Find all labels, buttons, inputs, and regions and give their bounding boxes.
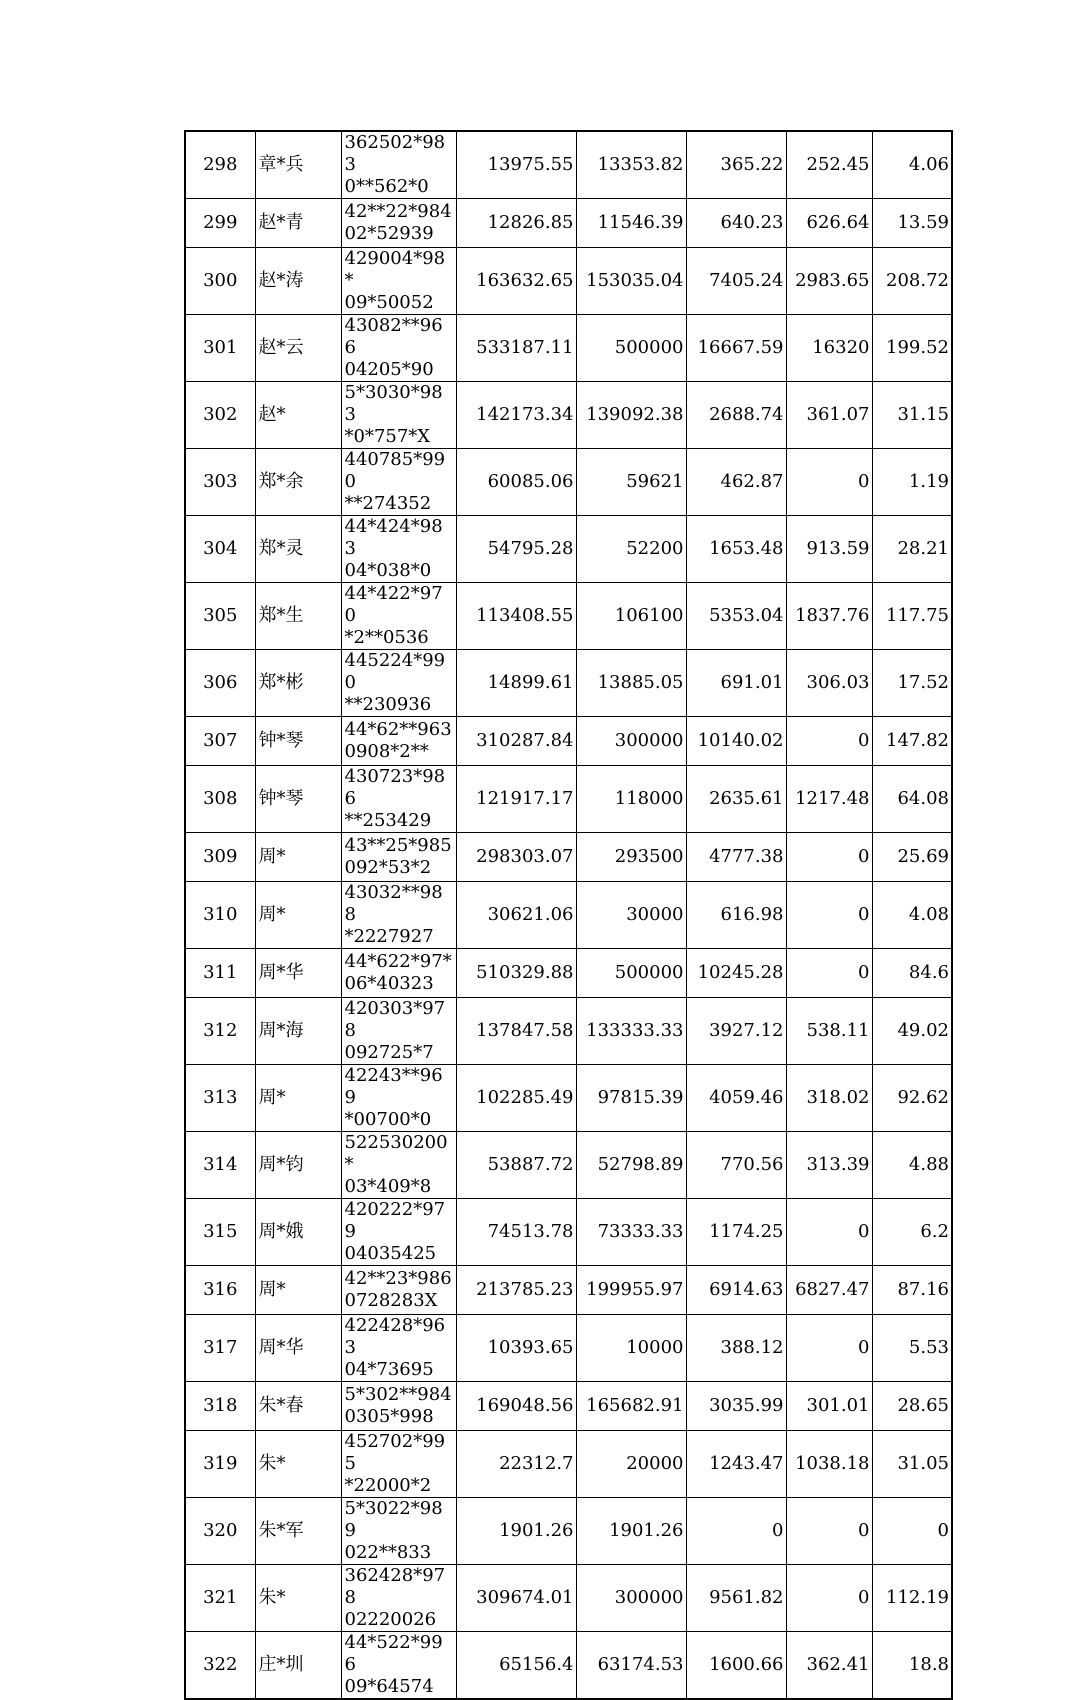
id-number-line-1: 429004*98* [344, 248, 446, 291]
amount-3-cell: 1243.47 [686, 1431, 786, 1498]
id-number-cell [341, 1266, 456, 1315]
id-number-line-1: 42243**969 [344, 1065, 443, 1108]
name-cell: 郑*彬 [255, 650, 341, 717]
id-number-line-1: 44*522*996 [344, 1632, 443, 1675]
id-number-line-1: 42**23*986 [344, 1268, 452, 1289]
id-number-cell [341, 717, 456, 766]
id-number-line-2: 04205*90 [344, 359, 434, 380]
amount-4-cell: 0 [786, 1199, 872, 1266]
id-number-cell [341, 650, 456, 717]
id-number-cell [341, 1065, 456, 1132]
amount-3-cell: 16667.59 [686, 315, 786, 382]
amount-5-cell: 64.08 [872, 766, 952, 833]
id-number-cell [341, 583, 456, 650]
id-number-line-1: 522530200* [344, 1132, 448, 1175]
name-cell: 朱* [255, 1565, 341, 1632]
amount-principal-cell: 73333.33 [576, 1199, 686, 1266]
amount-total-cell: 510329.88 [456, 949, 576, 998]
name-cell: 郑*生 [255, 583, 341, 650]
id-number-line-2: *22000*2 [344, 1475, 432, 1496]
row-number-cell: 313 [185, 1065, 255, 1132]
id-number-line-1: 362502*983 [344, 132, 446, 175]
id-number-line-2: 04*73695 [344, 1359, 434, 1380]
amount-total-cell: 10393.65 [456, 1315, 576, 1382]
name-cell: 赵*涛 [255, 248, 341, 315]
id-number-line-2: *00700*0 [344, 1109, 432, 1130]
table-row [185, 583, 952, 650]
amount-3-cell: 770.56 [686, 1132, 786, 1199]
amount-3-cell: 616.98 [686, 882, 786, 949]
amount-principal-cell: 13353.82 [576, 131, 686, 199]
amount-4-cell: 0 [786, 1498, 872, 1565]
amount-total-cell: 30621.06 [456, 882, 576, 949]
amount-principal-cell: 13885.05 [576, 650, 686, 717]
amount-principal-cell: 52200 [576, 516, 686, 583]
row-number-cell: 308 [185, 766, 255, 833]
id-number-line-2: 092725*7 [344, 1042, 434, 1063]
amount-3-cell: 462.87 [686, 449, 786, 516]
name-cell: 郑*余 [255, 449, 341, 516]
table-row [185, 199, 952, 248]
name-cell: 朱*军 [255, 1498, 341, 1565]
table-row [185, 1199, 952, 1266]
name-cell: 周* [255, 1065, 341, 1132]
amount-4-cell: 0 [786, 717, 872, 766]
table-row [185, 1632, 952, 1700]
amount-principal-cell: 500000 [576, 315, 686, 382]
amount-5-cell: 49.02 [872, 998, 952, 1065]
row-number-cell: 321 [185, 1565, 255, 1632]
id-number-line-2: 0305*998 [344, 1406, 434, 1427]
amount-5-cell: 18.8 [872, 1632, 952, 1700]
id-number-cell [341, 516, 456, 583]
amount-total-cell: 1901.26 [456, 1498, 576, 1565]
amount-4-cell: 0 [786, 882, 872, 949]
id-number-cell [341, 882, 456, 949]
amount-3-cell: 9561.82 [686, 1565, 786, 1632]
amount-4-cell: 1038.18 [786, 1431, 872, 1498]
amount-3-cell: 691.01 [686, 650, 786, 717]
amount-4-cell: 301.01 [786, 1382, 872, 1431]
amount-4-cell: 6827.47 [786, 1266, 872, 1315]
amount-3-cell: 2635.61 [686, 766, 786, 833]
table-row [185, 131, 952, 199]
table-row [185, 1431, 952, 1498]
amount-total-cell: 298303.07 [456, 833, 576, 882]
row-number-cell: 315 [185, 1199, 255, 1266]
amount-total-cell: 137847.58 [456, 998, 576, 1065]
name-cell: 钟*琴 [255, 717, 341, 766]
table-row [185, 949, 952, 998]
row-number-cell: 304 [185, 516, 255, 583]
table-row [185, 1132, 952, 1199]
row-number-cell: 312 [185, 998, 255, 1065]
id-number-line-1: 5*3022*989 [344, 1498, 443, 1541]
amount-4-cell: 0 [786, 833, 872, 882]
id-number-line-1: 44*622*97* [344, 951, 452, 972]
row-number-cell: 317 [185, 1315, 255, 1382]
id-number-cell [341, 382, 456, 449]
amount-principal-cell: 500000 [576, 949, 686, 998]
amount-total-cell: 163632.65 [456, 248, 576, 315]
amount-3-cell: 1653.48 [686, 516, 786, 583]
id-number-cell [341, 131, 456, 199]
row-number-cell: 302 [185, 382, 255, 449]
amount-3-cell: 0 [686, 1498, 786, 1565]
id-number-cell [341, 998, 456, 1065]
id-number-cell [341, 199, 456, 248]
amount-5-cell: 112.19 [872, 1565, 952, 1632]
id-number-line-1: 362428*978 [344, 1565, 446, 1608]
amount-principal-cell: 20000 [576, 1431, 686, 1498]
id-number-line-1: 42**22*984 [344, 201, 452, 222]
amount-5-cell: 25.69 [872, 833, 952, 882]
row-number-cell: 306 [185, 650, 255, 717]
name-cell: 钟*琴 [255, 766, 341, 833]
amount-3-cell: 2688.74 [686, 382, 786, 449]
amount-4-cell: 306.03 [786, 650, 872, 717]
amount-4-cell: 1217.48 [786, 766, 872, 833]
amount-total-cell: 142173.34 [456, 382, 576, 449]
amount-principal-cell: 199955.97 [576, 1266, 686, 1315]
amount-3-cell: 388.12 [686, 1315, 786, 1382]
name-cell: 章*兵 [255, 131, 341, 199]
amount-3-cell: 365.22 [686, 131, 786, 199]
amount-5-cell: 5.53 [872, 1315, 952, 1382]
id-number-line-1: 43032**988 [344, 882, 443, 925]
name-cell: 周*华 [255, 1315, 341, 1382]
amount-principal-cell: 63174.53 [576, 1632, 686, 1700]
amount-5-cell: 31.15 [872, 382, 952, 449]
amount-3-cell: 4059.46 [686, 1065, 786, 1132]
name-cell: 周* [255, 1266, 341, 1315]
id-number-line-1: 452702*995 [344, 1431, 446, 1474]
id-number-line-1: 44*422*970 [344, 583, 443, 626]
amount-5-cell: 84.6 [872, 949, 952, 998]
id-number-line-2: **253429 [344, 810, 432, 831]
row-number-cell: 322 [185, 1632, 255, 1700]
row-number-cell: 310 [185, 882, 255, 949]
amount-total-cell: 22312.7 [456, 1431, 576, 1498]
amount-5-cell: 28.65 [872, 1382, 952, 1431]
amount-total-cell: 121917.17 [456, 766, 576, 833]
amount-5-cell: 28.21 [872, 516, 952, 583]
amount-principal-cell: 293500 [576, 833, 686, 882]
amount-4-cell: 913.59 [786, 516, 872, 583]
amount-5-cell: 92.62 [872, 1065, 952, 1132]
amount-total-cell: 169048.56 [456, 1382, 576, 1431]
name-cell: 周* [255, 882, 341, 949]
amount-total-cell: 533187.11 [456, 315, 576, 382]
amount-3-cell: 7405.24 [686, 248, 786, 315]
amount-5-cell: 117.75 [872, 583, 952, 650]
id-number-line-1: 43**25*985 [344, 835, 452, 856]
id-number-line-1: 44*424*983 [344, 516, 443, 559]
name-cell: 赵* [255, 382, 341, 449]
id-number-cell [341, 315, 456, 382]
amount-3-cell: 6914.63 [686, 1266, 786, 1315]
amount-3-cell: 4777.38 [686, 833, 786, 882]
id-number-cell [341, 248, 456, 315]
amount-principal-cell: 1901.26 [576, 1498, 686, 1565]
table-row [185, 1498, 952, 1565]
id-number-line-1: 422428*963 [344, 1315, 446, 1358]
amount-4-cell: 0 [786, 1315, 872, 1382]
amount-total-cell: 309674.01 [456, 1565, 576, 1632]
row-number-cell: 301 [185, 315, 255, 382]
id-number-line-1: 43082**966 [344, 315, 443, 358]
amount-4-cell: 362.41 [786, 1632, 872, 1700]
id-number-line-2: 03*409*8 [344, 1176, 432, 1197]
amount-5-cell: 31.05 [872, 1431, 952, 1498]
id-number-line-2: 0728283X [344, 1290, 438, 1311]
table-row [185, 1382, 952, 1431]
amount-3-cell: 3035.99 [686, 1382, 786, 1431]
amount-total-cell: 102285.49 [456, 1065, 576, 1132]
amount-total-cell: 13975.55 [456, 131, 576, 199]
amount-4-cell: 538.11 [786, 998, 872, 1065]
amount-4-cell: 0 [786, 449, 872, 516]
amount-3-cell: 640.23 [686, 199, 786, 248]
table-row [185, 382, 952, 449]
id-number-cell [341, 1632, 456, 1700]
id-number-cell [341, 1199, 456, 1266]
amount-total-cell: 310287.84 [456, 717, 576, 766]
id-number-cell [341, 1315, 456, 1382]
table-row [185, 1565, 952, 1632]
id-number-cell [341, 1431, 456, 1498]
id-number-line-2: 092*53*2 [344, 857, 432, 878]
row-number-cell: 300 [185, 248, 255, 315]
name-cell: 周*娥 [255, 1199, 341, 1266]
id-number-cell [341, 449, 456, 516]
amount-5-cell: 6.2 [872, 1199, 952, 1266]
id-number-cell [341, 766, 456, 833]
id-number-line-2: *2**0536 [344, 627, 429, 648]
table-row [185, 449, 952, 516]
amount-3-cell: 1600.66 [686, 1632, 786, 1700]
amount-total-cell: 65156.4 [456, 1632, 576, 1700]
id-number-line-2: 0**562*0 [344, 176, 429, 197]
amount-4-cell: 626.64 [786, 199, 872, 248]
amount-5-cell: 4.06 [872, 131, 952, 199]
id-number-line-2: 022**833 [344, 1542, 432, 1563]
id-number-cell [341, 833, 456, 882]
amount-5-cell: 4.08 [872, 882, 952, 949]
row-number-cell: 320 [185, 1498, 255, 1565]
id-number-line-1: 440785*990 [344, 449, 446, 492]
row-number-cell: 319 [185, 1431, 255, 1498]
id-number-line-2: 04*038*0 [344, 560, 432, 581]
amount-total-cell: 113408.55 [456, 583, 576, 650]
amount-5-cell: 208.72 [872, 248, 952, 315]
amount-5-cell: 13.59 [872, 199, 952, 248]
name-cell: 周*华 [255, 949, 341, 998]
name-cell: 赵*青 [255, 199, 341, 248]
amount-principal-cell: 133333.33 [576, 998, 686, 1065]
amount-3-cell: 10245.28 [686, 949, 786, 998]
amount-5-cell: 17.52 [872, 650, 952, 717]
table-row [185, 766, 952, 833]
amount-total-cell: 53887.72 [456, 1132, 576, 1199]
row-number-cell: 298 [185, 131, 255, 199]
table-row [185, 1065, 952, 1132]
amount-total-cell: 60085.06 [456, 449, 576, 516]
id-number-cell [341, 1565, 456, 1632]
amount-4-cell: 2983.65 [786, 248, 872, 315]
row-number-cell: 303 [185, 449, 255, 516]
table-row [185, 1315, 952, 1382]
amount-total-cell: 12826.85 [456, 199, 576, 248]
name-cell: 周* [255, 833, 341, 882]
amount-4-cell: 313.39 [786, 1132, 872, 1199]
id-number-line-1: 445224*990 [344, 650, 446, 693]
id-number-line-2: *0*757*X [344, 426, 431, 447]
name-cell: 朱*春 [255, 1382, 341, 1431]
id-number-line-1: 44*62**963 [344, 719, 452, 740]
amount-principal-cell: 97815.39 [576, 1065, 686, 1132]
amount-principal-cell: 52798.89 [576, 1132, 686, 1199]
amount-4-cell: 361.07 [786, 382, 872, 449]
row-number-cell: 299 [185, 199, 255, 248]
table-body [185, 131, 952, 1699]
id-number-line-1: 430723*986 [344, 766, 446, 809]
id-number-line-2: **274352 [344, 493, 432, 514]
amount-4-cell: 0 [786, 1565, 872, 1632]
id-number-line-2: 06*40323 [344, 973, 434, 994]
amount-5-cell: 1.19 [872, 449, 952, 516]
id-number-line-1: 5*302**984 [344, 1384, 452, 1405]
row-number-cell: 307 [185, 717, 255, 766]
id-number-line-2: **230936 [344, 694, 432, 715]
amount-principal-cell: 10000 [576, 1315, 686, 1382]
amount-principal-cell: 165682.91 [576, 1382, 686, 1431]
amount-4-cell: 318.02 [786, 1065, 872, 1132]
id-number-line-2: 02*52939 [344, 223, 434, 244]
row-number-cell: 311 [185, 949, 255, 998]
amount-4-cell: 0 [786, 949, 872, 998]
amount-5-cell: 4.88 [872, 1132, 952, 1199]
id-number-cell [341, 1132, 456, 1199]
table-row [185, 248, 952, 315]
amount-total-cell: 213785.23 [456, 1266, 576, 1315]
table-row [185, 833, 952, 882]
id-number-line-1: 420303*978 [344, 998, 446, 1041]
row-number-cell: 305 [185, 583, 255, 650]
row-number-cell: 314 [185, 1132, 255, 1199]
id-number-line-1: 5*3030*983 [344, 382, 443, 425]
table-row [185, 882, 952, 949]
id-number-line-2: 09*50052 [344, 292, 434, 313]
amount-total-cell: 14899.61 [456, 650, 576, 717]
id-number-line-2: 0908*2** [344, 741, 429, 762]
amount-4-cell: 16320 [786, 315, 872, 382]
name-cell: 周*钧 [255, 1132, 341, 1199]
amount-principal-cell: 30000 [576, 882, 686, 949]
id-number-cell [341, 949, 456, 998]
table-row [185, 650, 952, 717]
amount-principal-cell: 59621 [576, 449, 686, 516]
amount-principal-cell: 300000 [576, 717, 686, 766]
id-number-cell [341, 1498, 456, 1565]
table-row [185, 1266, 952, 1315]
id-number-line-1: 420222*979 [344, 1199, 446, 1242]
amount-5-cell: 0 [872, 1498, 952, 1565]
name-cell: 朱* [255, 1431, 341, 1498]
id-number-line-2: *2227927 [344, 926, 434, 947]
table-row [185, 717, 952, 766]
amount-total-cell: 74513.78 [456, 1199, 576, 1266]
name-cell: 周*海 [255, 998, 341, 1065]
amount-3-cell: 5353.04 [686, 583, 786, 650]
name-cell: 郑*灵 [255, 516, 341, 583]
amount-principal-cell: 118000 [576, 766, 686, 833]
amount-5-cell: 87.16 [872, 1266, 952, 1315]
amount-principal-cell: 106100 [576, 583, 686, 650]
name-cell: 赵*云 [255, 315, 341, 382]
id-number-line-2: 09*64574 [344, 1676, 434, 1697]
row-number-cell: 316 [185, 1266, 255, 1315]
amount-principal-cell: 300000 [576, 1565, 686, 1632]
amount-3-cell: 3927.12 [686, 998, 786, 1065]
id-number-cell [341, 1382, 456, 1431]
table-row [185, 516, 952, 583]
amount-3-cell: 1174.25 [686, 1199, 786, 1266]
name-cell: 庄*圳 [255, 1632, 341, 1700]
amount-4-cell: 252.45 [786, 131, 872, 199]
amount-principal-cell: 11546.39 [576, 199, 686, 248]
amount-4-cell: 1837.76 [786, 583, 872, 650]
amount-5-cell: 147.82 [872, 717, 952, 766]
table-row [185, 315, 952, 382]
amount-3-cell: 10140.02 [686, 717, 786, 766]
table-row [185, 998, 952, 1065]
id-number-line-2: 04035425 [344, 1243, 437, 1264]
id-number-line-2: 02220026 [344, 1609, 437, 1630]
row-number-cell: 309 [185, 833, 255, 882]
amount-5-cell: 199.52 [872, 315, 952, 382]
amount-principal-cell: 139092.38 [576, 382, 686, 449]
row-number-cell: 318 [185, 1382, 255, 1431]
data-table [184, 130, 953, 1700]
amount-principal-cell: 153035.04 [576, 248, 686, 315]
amount-total-cell: 54795.28 [456, 516, 576, 583]
